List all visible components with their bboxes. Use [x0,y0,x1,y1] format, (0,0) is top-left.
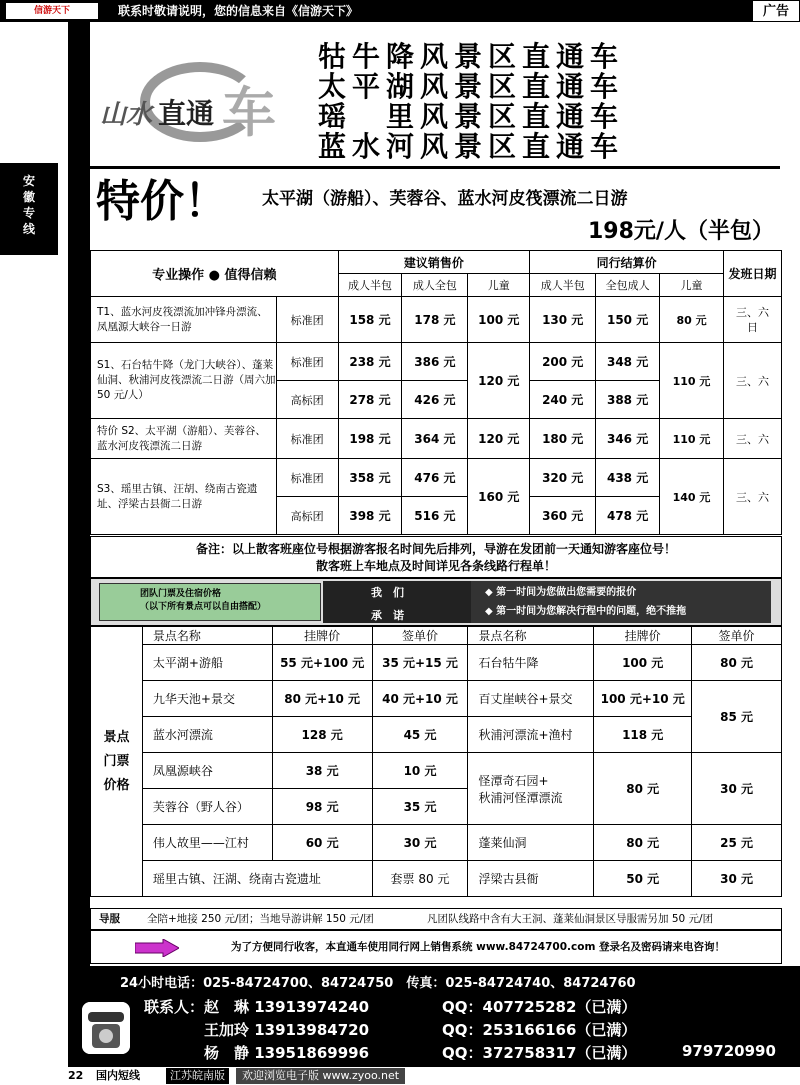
price-cell: 388 元 [596,381,660,419]
spot-name [468,753,594,825]
price-cell: 360 元 [530,497,596,535]
group-cell: 标准团 [276,297,338,343]
price-cell: 278 元 [338,381,402,419]
price-cell: 110 元 [660,343,724,419]
list-price: 50 元 [594,861,692,897]
banner-left-line: （以下所有景点可以自由搭配） [140,602,267,612]
note-line: 备注：以上散客班座位号根据游客报名时间先后排列，导游在发团前一天通知游客座位号！ [195,542,676,556]
combo-price: 套票 80 元 [372,861,468,897]
price-cell: 178 元 [402,297,468,343]
price-cell: 348 元 [596,343,660,381]
price-cell: 438 元 [596,459,660,497]
special-route: 太平湖（游船）、芙蓉谷、蓝水河皮筏漂流二日游 [262,189,628,209]
ticket-col-header: 签单价 [372,627,468,645]
sign-price: 30 元 [692,861,782,897]
spot-name: 瑶里古镇、汪湖、绕南古瓷遗址 [142,861,372,897]
category-sidebar [0,163,58,255]
days-cell: 三、六日 [723,297,781,343]
headline-title: 太平湖风景区直通车 [318,70,625,103]
arrow-right-icon [135,939,179,957]
spot-name-line: 秋浦河怪潭漂流 [478,790,563,805]
days-cell: 三、六 [723,343,781,419]
edition-badge: 江苏皖南版 [166,1068,229,1084]
promise-line: ◆ 第一时间为您做出您需要的报价 [485,587,637,598]
spot-name: 芙蓉谷（野人谷） [142,789,272,825]
spot-name: 石台牯牛降 [468,645,594,681]
col-header: 儿童 [660,274,724,297]
price-cell: 386 元 [402,343,468,381]
sidebar-char: 安 [22,174,35,188]
sign-price: 40 元+10 元 [372,681,468,717]
extra-qq: 979720990 [682,1042,776,1060]
sign-price: 35 元+15 元 [372,645,468,681]
sign-price: 80 元 [692,645,782,681]
price-table [90,250,782,535]
route-cell: S1、石台牯牛降（龙门大峡谷）、蓬莱仙洞、秋浦河皮筏漂流二日游（周六加 50 元/人） [91,343,277,419]
spot-name: 百丈崖峡谷+景交 [468,681,594,717]
banner-word: 我 们 [371,586,404,599]
logo-text-mountain: 山水 [100,100,153,130]
guide-label: 导服 [99,913,120,925]
price-cell: 516 元 [402,497,468,535]
price-cell: 180 元 [530,419,596,459]
spot-name: 凤凰源峡谷 [142,753,272,789]
col-header: 成人半包 [530,274,596,297]
price-cell: 120 元 [468,419,530,459]
price-cell: 80 元 [660,297,724,343]
price-cell: 426 元 [402,381,468,419]
group-cell: 标准团 [276,459,338,497]
col-header: 成人半包 [338,274,402,297]
price-cell: 200 元 [530,343,596,381]
price-cell: 130 元 [530,297,596,343]
list-price: 55 元+100 元 [272,645,372,681]
sign-price: 45 元 [372,717,468,753]
page-number: 22 [68,1069,84,1082]
special-price: 198元/人（半包） [588,219,774,244]
price-cell: 160 元 [468,459,530,535]
sign-price: 85 元 [692,681,782,753]
sidebar-char: 徽 [22,190,35,204]
publication-logo: 信游天下 [6,3,98,19]
promise-banner [90,578,782,626]
headline-titles [318,42,758,162]
price-cell: 476 元 [402,459,468,497]
online-text: 为了方便同行收客，本直通车使用同行网上销售系统 www.84724700.com 登录名及密码请来电咨询！ [231,941,726,953]
sign-price: 25 元 [692,825,782,861]
price-cell: 150 元 [596,297,660,343]
side-label-line: 景点 [103,729,130,745]
trade-header: 同行结算价 [530,251,724,274]
list-price: 100 元 [594,645,692,681]
special-label: 特价！ [96,176,228,227]
ticket-col-header: 签单价 [692,627,782,645]
spot-name: 伟人故里——江村 [142,825,272,861]
headline-title: 蓝水河风景区直通车 [318,130,625,163]
list-price: 98 元 [272,789,372,825]
price-cell: 238 元 [338,343,402,381]
price-cell: 358 元 [338,459,402,497]
sign-price: 10 元 [372,753,468,789]
ticket-col-header: 挂牌价 [272,627,372,645]
banner-left-line: 团队门票及住宿价格 [140,589,222,599]
spot-name: 浮梁古县衙 [468,861,594,897]
price-cell: 240 元 [530,381,596,419]
spot-name: 九华天池+景交 [142,681,272,717]
qq-line: QQ：407725282（已满） [442,998,637,1016]
spot-name: 太平湖+游船 [142,645,272,681]
section-name: 国内短线 [96,1069,140,1082]
col-header: 成人全包 [402,274,468,297]
list-price: 80 元 [594,753,692,825]
list-price: 118 元 [594,717,692,753]
list-price: 38 元 [272,753,372,789]
group-cell: 高标团 [276,497,338,535]
headline-title: 牯牛降风景区直通车 [318,40,625,73]
group-cell: 标准团 [276,343,338,381]
price-cell: 110 元 [660,419,724,459]
price-cell: 398 元 [338,497,402,535]
slogan-cell: 专业操作 ● 值得信赖 [91,251,339,297]
banner-left-photo [99,583,321,621]
ticket-col-header: 景点名称 [468,627,594,645]
guide-left: 全陪+地接 250 元/团；当地导游讲解 150 元/团 [147,913,374,925]
list-price: 60 元 [272,825,372,861]
banner-word: 承 诺 [371,609,404,622]
contact-line: 杨 静 13951869996 [144,1044,370,1062]
brand-logo [100,62,290,154]
side-label-line: 价格 [103,777,130,793]
group-cell: 高标团 [276,381,338,419]
price-cell: 100 元 [468,297,530,343]
price-cell: 158 元 [338,297,402,343]
spot-name: 蓝水河漂流 [142,717,272,753]
price-cell: 120 元 [468,343,530,419]
logo-text-direct: 直通 [158,97,215,130]
contact-line: 王加玲 13913984720 [144,1021,370,1039]
price-cell: 478 元 [596,497,660,535]
col-header: 全包成人 [596,274,660,297]
qq-line: QQ：372758317（已满） [442,1044,637,1062]
banner-promises [471,581,771,623]
col-header: 儿童 [468,274,530,297]
days-cell: 三、六 [723,419,781,459]
list-price: 100 元+10 元 [594,681,692,717]
contact-line: 联系人：赵 琳 13913974240 [144,998,370,1016]
list-price: 80 元+10 元 [272,681,372,717]
spot-name: 蓬莱仙洞 [468,825,594,861]
qq-line: QQ：253166166（已满） [442,1021,637,1039]
list-price: 128 元 [272,717,372,753]
footer [0,1067,800,1085]
ticket-col-header: 景点名称 [142,627,272,645]
sidebar-char: 专 [22,206,35,220]
guide-right: 凡团队线路中含有大王洞、蓬莱仙洞景区导服需另加 50 元/团 [427,913,714,925]
price-cell: 346 元 [596,419,660,459]
depart-header: 发班日期 [723,251,781,297]
route-cell: S3、瑶里古镇、汪胡、绕南古瓷遗址、浮梁古县衙二日游 [91,459,277,535]
sign-price: 35 元 [372,789,468,825]
header-notice: 联系时敬请说明，您的信息来自《信游天下》 [118,4,359,18]
suggest-header: 建议销售价 [338,251,530,274]
contact-qqs [442,996,636,1065]
guide-row [90,908,782,930]
divider [90,166,780,169]
ticket-side-label [91,627,143,897]
top-bar [0,0,800,22]
spot-name: 秋浦河漂流+渔村 [468,717,594,753]
sign-price: 30 元 [372,825,468,861]
price-cell: 364 元 [402,419,468,459]
spot-name-line: 怪潭奇石园+ [478,773,549,788]
promise-line: ◆ 第一时间为您解决行程中的问题，绝不推拖 [485,606,687,617]
online-row [90,930,782,964]
welcome-link[interactable]: 欢迎浏览电子版 www.zyoo.net [236,1068,405,1084]
contact-block [68,966,800,1067]
price-cell: 198 元 [338,419,402,459]
sidebar-char: 线 [22,222,35,236]
price-cell: 140 元 [660,459,724,535]
days-cell: 三、六 [723,459,781,535]
price-cell: 320 元 [530,459,596,497]
group-cell: 标准团 [276,419,338,459]
ad-tag: 广告 [752,0,800,22]
logo-text-car: 车 [222,81,276,144]
headline-title: 瑶 里风景区直通车 [318,100,625,133]
ticket-table [90,626,782,897]
note-line: 散客班上车地点及时间详见各条线路行程单！ [315,559,556,573]
telephone-icon [82,1002,130,1054]
sign-price: 30 元 [692,753,782,825]
side-label-line: 门票 [103,753,130,769]
ticket-col-header: 挂牌价 [594,627,692,645]
contact-people [144,996,369,1065]
notes-box [90,536,782,578]
phone-numbers: 24小时电话：025-84724700、84724750 传真：025-84724740、84724760 [120,976,636,991]
route-cell: T1、蓝水河皮筏漂流加冲锋舟漂流、凤凰源大峡谷一日游 [91,297,277,343]
route-cell: 特价 S2、太平湖（游船）、芙蓉谷、蓝水河皮筏漂流二日游 [91,419,277,459]
list-price: 80 元 [594,825,692,861]
